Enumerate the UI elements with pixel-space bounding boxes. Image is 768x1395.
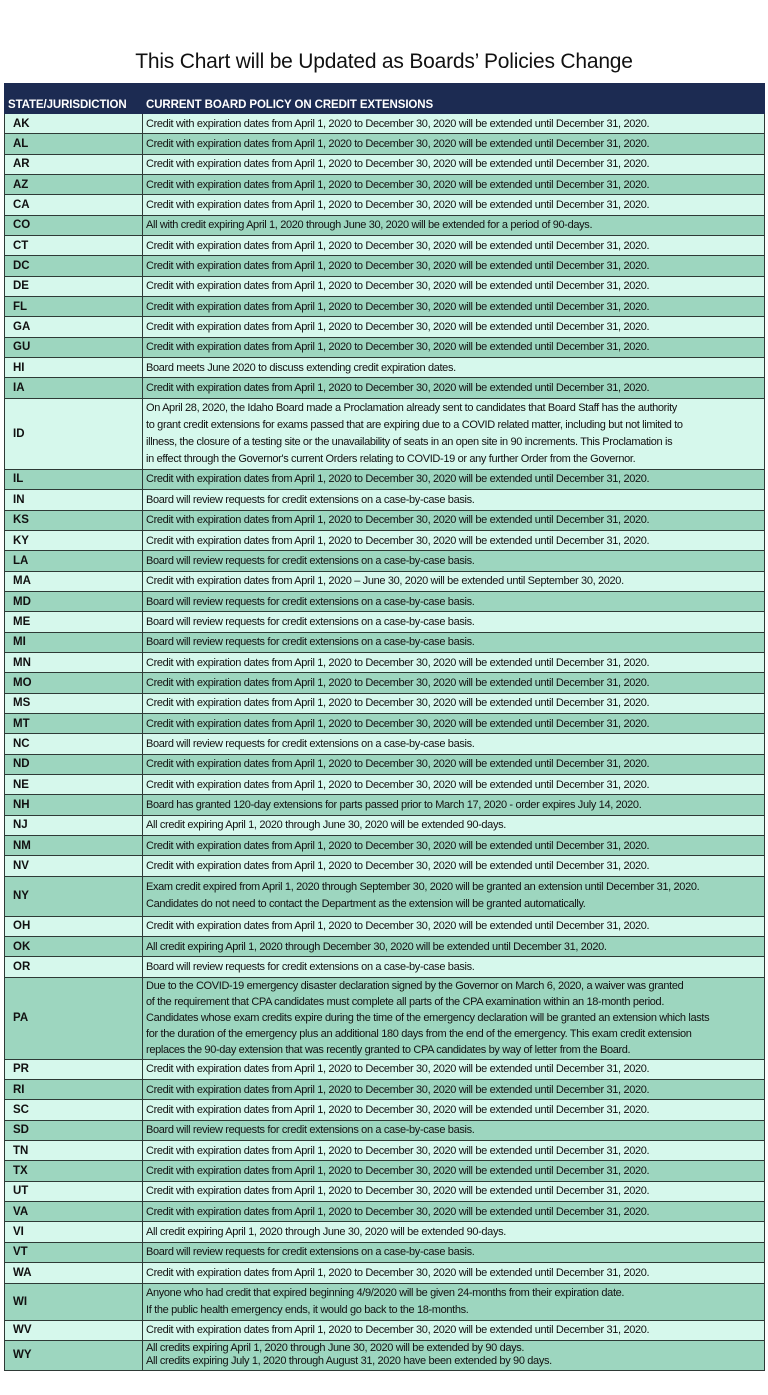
table-row <box>5 530 765 550</box>
policy-cell <box>143 469 765 489</box>
state-code-cell: DE <box>5 276 143 296</box>
policy-line: Anyone who had credit that expired beginning 4/9/2020 will be given 24-months from their expiration date. <box>146 1286 625 1299</box>
table-row <box>5 175 765 195</box>
policy-cell <box>143 1080 765 1100</box>
policy-line: All credits expiring April 1, 2020 through June 30, 2020 will be extended by 90 days. <box>146 1342 525 1355</box>
policy-line: Board will review requests for credit extensions on a case-by-case basis. <box>146 554 475 567</box>
state-code-cell: KS <box>5 510 143 530</box>
policy-line: Board will review requests for credit extensions on a case-by-case basis. <box>146 595 475 608</box>
policy-line: Credit with expiration dates from April 1, 2020 to December 30, 2020 will be extended until December 31, 2020. <box>146 473 650 486</box>
policy-cell <box>143 876 765 916</box>
table-row <box>5 795 765 815</box>
policy-cell <box>143 551 765 571</box>
state-code-cell: VT <box>5 1242 143 1262</box>
policy-cell <box>143 734 765 754</box>
policy-cell <box>143 490 765 510</box>
policy-line: Credit with expiration dates from April 1, 2020 to December 30, 2020 will be extended until December 31, 2020. <box>146 1185 650 1198</box>
policy-line: Credit with expiration dates from April 1, 2020 to December 30, 2020 will be extended until December 31, 2020. <box>146 1144 650 1157</box>
state-code-cell: MA <box>5 571 143 591</box>
policy-line: Credit with expiration dates from April 1, 2020 to December 30, 2020 will be extended until December 31, 2020. <box>146 382 650 395</box>
table-row <box>5 114 765 134</box>
policy-line: Credit with expiration dates from April 1, 2020 to December 30, 2020 will be extended until December 31, 2020. <box>146 1104 650 1117</box>
policy-cell <box>143 1161 765 1181</box>
state-code-cell: OR <box>5 957 143 977</box>
policy-line: Credit with expiration dates from April 1, 2020 to December 30, 2020 will be extended until December 31, 2020. <box>146 1083 650 1096</box>
state-code-cell: CT <box>5 236 143 256</box>
state-code-cell: ND <box>5 754 143 774</box>
policy-cell <box>143 134 765 154</box>
table-row <box>5 693 765 713</box>
state-code-cell: MO <box>5 673 143 693</box>
table-row <box>5 510 765 530</box>
policy-cell <box>143 378 765 398</box>
table-row <box>5 317 765 337</box>
policy-cell <box>143 195 765 215</box>
state-code-cell: MT <box>5 713 143 733</box>
policy-cell <box>143 175 765 195</box>
state-code-cell: SC <box>5 1100 143 1120</box>
header-row <box>5 84 765 114</box>
policy-cell <box>143 836 765 856</box>
policy-cell <box>143 1141 765 1161</box>
state-code-cell: DC <box>5 256 143 276</box>
policy-line: Credit with expiration dates from April 1, 2020 to December 30, 2020 will be extended until December 31, 2020. <box>146 534 650 547</box>
policy-line: Credit with expiration dates from April 1, 2020 – June 30, 2020 will be extended until September 30, 2020. <box>146 575 624 588</box>
policy-line: Credit with expiration dates from April 1, 2020 to December 30, 2020 will be extended until December 31, 2020. <box>146 860 650 873</box>
policy-line: All credits expiring July 1, 2020 through August 31, 2020 have been extended by 90 days. <box>146 1355 552 1368</box>
policy-cell <box>143 571 765 591</box>
policy-line: Credit with expiration dates from April 1, 2020 to December 30, 2020 will be extended until December 31, 2020. <box>146 321 650 334</box>
policy-cell <box>143 114 765 134</box>
table-row <box>5 490 765 510</box>
policy-line: to grant credit extensions for exams passed that are expiring due to a COVID related matter, including but not limited to <box>146 418 683 431</box>
table-row <box>5 836 765 856</box>
policy-cell <box>143 276 765 296</box>
policy-line: Credit with expiration dates from April 1, 2020 to December 30, 2020 will be extended until December 31, 2020. <box>146 1266 650 1279</box>
table-row <box>5 551 765 571</box>
policy-line: Candidates do not need to contact the Department as the extension will be granted automatically. <box>146 898 586 911</box>
state-code-cell: UT <box>5 1181 143 1201</box>
credit-extension-table <box>4 83 765 1371</box>
policy-line: Credit with expiration dates from April 1, 2020 to December 30, 2020 will be extended until December 31, 2020. <box>146 697 650 710</box>
state-code-cell: GA <box>5 317 143 337</box>
policy-cell <box>143 713 765 733</box>
policy-line: If the public health emergency ends, it would go back to the 18-months. <box>146 1303 469 1316</box>
policy-cell <box>143 317 765 337</box>
policy-line: Credit with expiration dates from April 1, 2020 to December 30, 2020 will be extended until December 31, 2020. <box>146 717 650 730</box>
table-header <box>5 84 765 114</box>
policy-cell <box>143 1059 765 1079</box>
policy-line: Credit with expiration dates from April 1, 2020 to December 30, 2020 will be extended until December 31, 2020. <box>146 199 650 212</box>
table-row <box>5 1242 765 1262</box>
table-row <box>5 734 765 754</box>
state-code-cell: OK <box>5 937 143 957</box>
column-header-policy: CURRENT BOARD POLICY ON CREDIT EXTENSIONS <box>143 84 765 114</box>
state-code-cell: CA <box>5 195 143 215</box>
table-row <box>5 937 765 957</box>
table-row <box>5 571 765 591</box>
state-code-cell: TX <box>5 1161 143 1181</box>
table-row <box>5 1263 765 1283</box>
table-row <box>5 652 765 672</box>
table-row <box>5 977 765 1059</box>
state-code-cell: KY <box>5 530 143 550</box>
state-code-cell: NJ <box>5 815 143 835</box>
state-code-cell: NH <box>5 795 143 815</box>
policy-line: Credit with expiration dates from April 1, 2020 to December 30, 2020 will be extended until December 31, 2020. <box>146 178 650 191</box>
table-row <box>5 673 765 693</box>
policy-line: Credit with expiration dates from April 1, 2020 to December 30, 2020 will be extended until December 31, 2020. <box>146 1324 650 1337</box>
table-row <box>5 1059 765 1079</box>
policy-cell <box>143 815 765 835</box>
table-row <box>5 358 765 378</box>
table-row <box>5 1161 765 1181</box>
policy-line: Credit with expiration dates from April 1, 2020 to December 30, 2020 will be extended until December 31, 2020. <box>146 1165 650 1178</box>
table-row <box>5 856 765 876</box>
state-code-cell: MN <box>5 652 143 672</box>
policy-cell <box>143 693 765 713</box>
table-row <box>5 1141 765 1161</box>
policy-line: illness, the closure of a testing site or the unavailability of seats in an open site in 90 increments. This Proclamation is <box>146 435 673 448</box>
policy-cell <box>143 1263 765 1283</box>
table-row <box>5 276 765 296</box>
policy-line: Credit with expiration dates from April 1, 2020 to December 30, 2020 will be extended until December 31, 2020. <box>146 778 650 791</box>
state-code-cell: RI <box>5 1080 143 1100</box>
policy-line: Credit with expiration dates from April 1, 2020 to December 30, 2020 will be extended until December 31, 2020. <box>146 1205 650 1218</box>
policy-cell <box>143 795 765 815</box>
policy-line: Credit with expiration dates from April 1, 2020 to December 30, 2020 will be extended until December 31, 2020. <box>146 1063 650 1076</box>
policy-cell <box>143 856 765 876</box>
table-row <box>5 1100 765 1120</box>
policy-line: Board meets June 2020 to discuss extending credit expiration dates. <box>146 361 456 374</box>
policy-cell <box>143 297 765 317</box>
policy-line: Board will review requests for credit extensions on a case-by-case basis. <box>146 961 475 974</box>
policy-line: All credit expiring April 1, 2020 through December 30, 2020 will be extended until December 31, 2020. <box>146 940 607 953</box>
state-code-cell: WY <box>5 1340 143 1370</box>
state-code-cell: GU <box>5 337 143 357</box>
policy-cell <box>143 1320 765 1340</box>
state-code-cell: SD <box>5 1120 143 1140</box>
table-row <box>5 215 765 235</box>
state-code-cell: NY <box>5 876 143 916</box>
policy-line: Credit with expiration dates from April 1, 2020 to December 30, 2020 will be extended until December 31, 2020. <box>146 138 650 151</box>
policy-cell <box>143 1242 765 1262</box>
policy-cell <box>143 154 765 174</box>
state-code-cell: PA <box>5 977 143 1059</box>
state-code-cell: VA <box>5 1202 143 1222</box>
table-row <box>5 1120 765 1140</box>
page-title: This Chart will be Updated as Boards’ Policies Change <box>135 50 633 73</box>
policy-line: Candidates whose exam credits expire during the time of the emergency declaration will be granted an extension which lasts <box>146 1012 710 1025</box>
table-row <box>5 774 765 794</box>
policy-cell <box>143 215 765 235</box>
table-row <box>5 236 765 256</box>
table-row <box>5 1283 765 1320</box>
policy-cell <box>143 510 765 530</box>
state-code-cell: AR <box>5 154 143 174</box>
state-code-cell: AZ <box>5 175 143 195</box>
policy-cell <box>143 612 765 632</box>
table-row <box>5 398 765 469</box>
state-code-cell: PR <box>5 1059 143 1079</box>
policy-cell <box>143 916 765 936</box>
policy-line: Board will review requests for credit extensions on a case-by-case basis. <box>146 636 475 649</box>
policy-cell <box>143 398 765 469</box>
table-row <box>5 916 765 936</box>
policy-cell <box>143 1340 765 1370</box>
table-row <box>5 337 765 357</box>
policy-cell <box>143 236 765 256</box>
policy-cell <box>143 774 765 794</box>
state-code-cell: LA <box>5 551 143 571</box>
table-row <box>5 957 765 977</box>
policy-cell <box>143 256 765 276</box>
policy-cell <box>143 937 765 957</box>
table-row <box>5 469 765 489</box>
policy-line: Credit with expiration dates from April 1, 2020 to December 30, 2020 will be extended until December 31, 2020. <box>146 676 650 689</box>
policy-line: Board will review requests for credit extensions on a case-by-case basis. <box>146 737 475 750</box>
table-row <box>5 713 765 733</box>
policy-line: replaces the 90-day extension that was recently granted to CPA candidates by way of letter from the Board. <box>146 1044 631 1057</box>
table-row <box>5 297 765 317</box>
policy-line: Board will review requests for credit extensions on a case-by-case basis. <box>146 1124 475 1137</box>
policy-line: Board will review requests for credit extensions on a case-by-case basis. <box>146 1246 475 1259</box>
policy-line: in effect through the Governor's current Orders relating to COVID-19 or any further Order from the Governor. <box>146 452 636 465</box>
state-code-cell: NC <box>5 734 143 754</box>
table-row <box>5 378 765 398</box>
table-row <box>5 876 765 916</box>
policy-cell <box>143 530 765 550</box>
state-code-cell: ME <box>5 612 143 632</box>
table-row <box>5 1080 765 1100</box>
state-code-cell: MS <box>5 693 143 713</box>
policy-cell <box>143 1120 765 1140</box>
policy-cell <box>143 1100 765 1120</box>
policy-line: Credit with expiration dates from April 1, 2020 to December 30, 2020 will be extended until December 31, 2020. <box>146 300 650 313</box>
state-code-cell: ID <box>5 398 143 469</box>
state-code-cell: IL <box>5 469 143 489</box>
table-row <box>5 1340 765 1370</box>
state-code-cell: NV <box>5 856 143 876</box>
state-code-cell: WA <box>5 1263 143 1283</box>
policy-line: Credit with expiration dates from April 1, 2020 to December 30, 2020 will be extended until December 31, 2020. <box>146 341 650 354</box>
policy-line: Due to the COVID-19 emergency disaster declaration signed by the Governor on March 6, 2020, a waiver was granted <box>146 980 684 993</box>
policy-cell <box>143 652 765 672</box>
policy-line: Exam credit expired from April 1, 2020 through September 30, 2020 will be granted an extension until December 31, 2020. <box>146 881 700 894</box>
policy-cell <box>143 673 765 693</box>
policy-line: Credit with expiration dates from April 1, 2020 to December 30, 2020 will be extended until December 31, 2020. <box>146 117 650 130</box>
policy-line: Credit with expiration dates from April 1, 2020 to December 30, 2020 will be extended until December 31, 2020. <box>146 758 650 771</box>
policy-line: All credit expiring April 1, 2020 through June 30, 2020 will be extended 90-days. <box>146 1226 506 1239</box>
policy-cell <box>143 754 765 774</box>
policy-line: Credit with expiration dates from April 1, 2020 to December 30, 2020 will be extended until December 31, 2020. <box>146 839 650 852</box>
table-row <box>5 195 765 215</box>
column-header-state: STATE/JURISDICTION <box>5 84 143 114</box>
state-code-cell: NE <box>5 774 143 794</box>
state-code-cell: VI <box>5 1222 143 1242</box>
policy-cell <box>143 1181 765 1201</box>
policy-line: Board has granted 120-day extensions for parts passed prior to March 17, 2020 - order expires July 14, 2020. <box>146 798 642 811</box>
state-code-cell: HI <box>5 358 143 378</box>
policy-cell <box>143 1202 765 1222</box>
policy-line: Board will review requests for credit extensions on a case-by-case basis. <box>146 615 475 628</box>
table-row <box>5 1202 765 1222</box>
policy-cell <box>143 957 765 977</box>
state-code-cell: MI <box>5 632 143 652</box>
policy-cell <box>143 1222 765 1242</box>
policy-line: Credit with expiration dates from April 1, 2020 to December 30, 2020 will be extended until December 31, 2020. <box>146 656 650 669</box>
policy-line: of the requirement that CPA candidates must complete all parts of the CPA examination within an 18-month period. <box>146 996 665 1009</box>
state-code-cell: FL <box>5 297 143 317</box>
table-row <box>5 134 765 154</box>
table-row <box>5 815 765 835</box>
policy-cell <box>143 632 765 652</box>
policy-line: Board will review requests for credit extensions on a case-by-case basis. <box>146 493 475 506</box>
table-row <box>5 591 765 611</box>
table-row <box>5 1320 765 1340</box>
policy-line: for the duration of the emergency plus an additional 180 days from the end of the emergency. This exam credit extension <box>146 1028 692 1041</box>
state-code-cell: NM <box>5 836 143 856</box>
table-row <box>5 612 765 632</box>
policy-line: Credit with expiration dates from April 1, 2020 to December 30, 2020 will be extended until December 31, 2020. <box>146 280 650 293</box>
state-code-cell: WV <box>5 1320 143 1340</box>
table-row <box>5 1181 765 1201</box>
policy-cell <box>143 977 765 1059</box>
policy-line: All credit expiring April 1, 2020 through June 30, 2020 will be extended 90-days. <box>146 819 506 832</box>
state-code-cell: TN <box>5 1141 143 1161</box>
state-code-cell: AK <box>5 114 143 134</box>
policy-cell <box>143 591 765 611</box>
table-row <box>5 256 765 276</box>
state-code-cell: OH <box>5 916 143 936</box>
table-body <box>5 114 765 1371</box>
policy-line: All with credit expiring April 1, 2020 through June 30, 2020 will be extended for a period of 90-days. <box>146 219 593 232</box>
policy-line: On April 28, 2020, the Idaho Board made a Proclamation already sent to candidates that Board Staff has the authority <box>146 401 677 414</box>
policy-line: Credit with expiration dates from April 1, 2020 to December 30, 2020 will be extended until December 31, 2020. <box>146 514 650 527</box>
policy-line: Credit with expiration dates from April 1, 2020 to December 30, 2020 will be extended until December 31, 2020. <box>146 239 650 252</box>
state-code-cell: WI <box>5 1283 143 1320</box>
state-code-cell: MD <box>5 591 143 611</box>
policy-cell <box>143 358 765 378</box>
table-row <box>5 1222 765 1242</box>
state-code-cell: AL <box>5 134 143 154</box>
table-row <box>5 154 765 174</box>
state-code-cell: CO <box>5 215 143 235</box>
policy-cell <box>143 1283 765 1320</box>
state-code-cell: IA <box>5 378 143 398</box>
policy-line: Credit with expiration dates from April 1, 2020 to December 30, 2020 will be extended until December 31, 2020. <box>146 260 650 273</box>
table-row <box>5 754 765 774</box>
state-code-cell: IN <box>5 490 143 510</box>
policy-line: Credit with expiration dates from April 1, 2020 to December 30, 2020 will be extended until December 31, 2020. <box>146 158 650 171</box>
policy-line: Credit with expiration dates from April 1, 2020 to December 30, 2020 will be extended until December 31, 2020. <box>146 920 650 933</box>
table-row <box>5 632 765 652</box>
policy-cell <box>143 337 765 357</box>
